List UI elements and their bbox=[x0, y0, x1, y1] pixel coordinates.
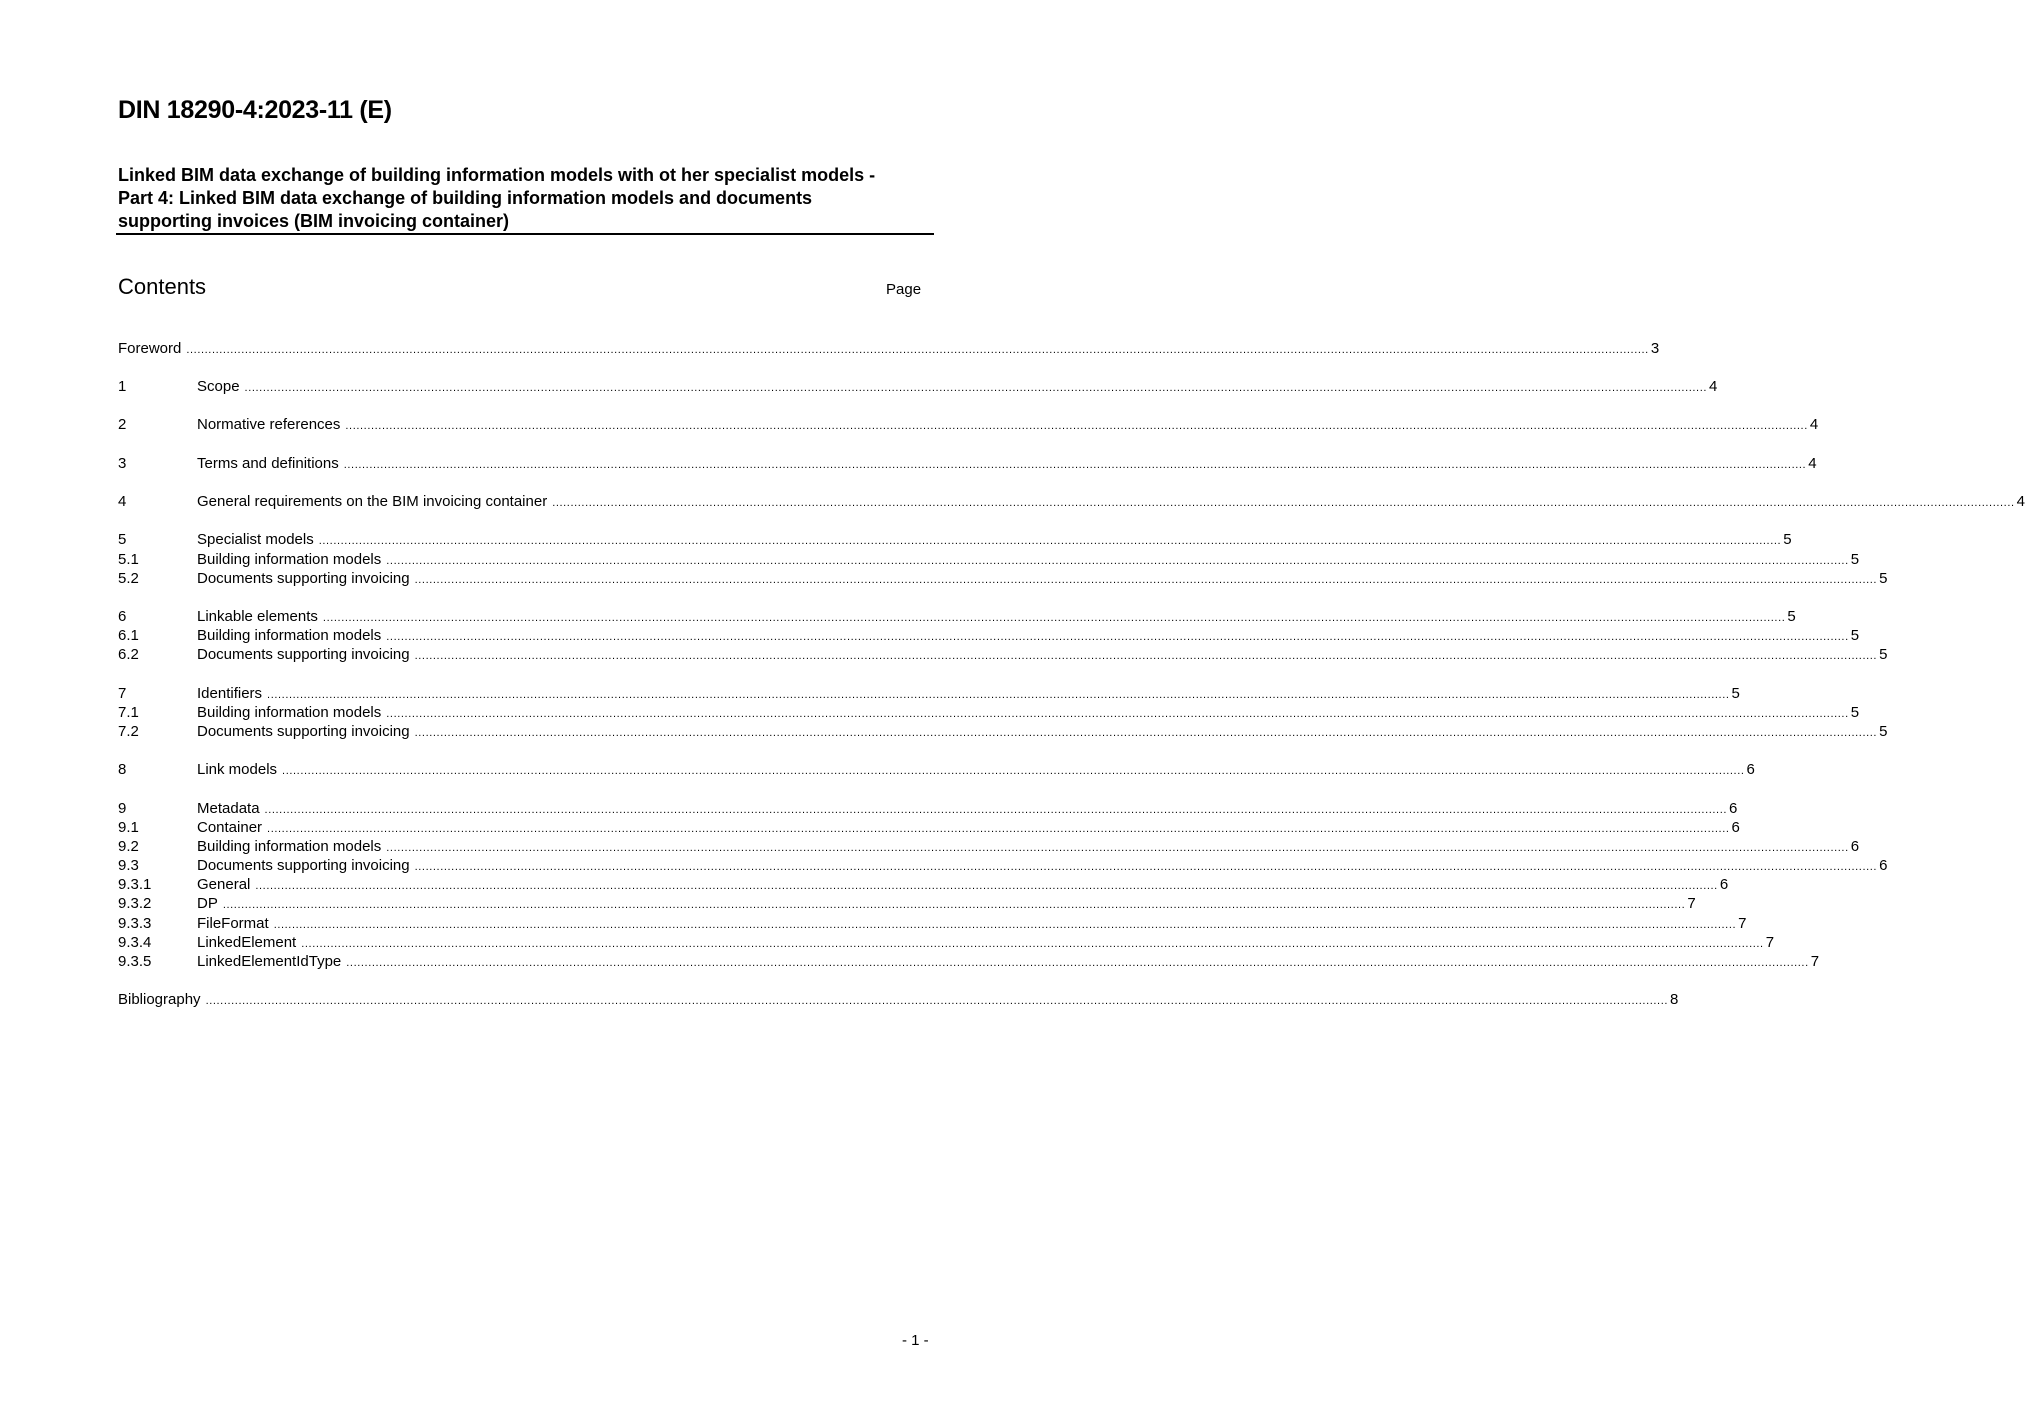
toc-dot-leader: ................................................................................................................................................................................................................................................................................................................................................................................................................ bbox=[386, 555, 1849, 567]
toc-entry-page: 7 bbox=[1765, 934, 1775, 951]
toc-dot-leader: ................................................................................................................................................................................................................................................................................................................................................................................................................ bbox=[414, 650, 1878, 662]
toc-entry[interactable] bbox=[118, 377, 1718, 396]
toc-dot-leader: ................................................................................................................................................................................................................................................................................................................................................................................................................ bbox=[244, 382, 1708, 394]
toc-entry[interactable] bbox=[118, 856, 1888, 875]
toc-entry-title: Container bbox=[197, 819, 263, 836]
toc-entry-title: Building information models bbox=[197, 704, 382, 721]
toc-entry[interactable] bbox=[118, 492, 2025, 511]
toc-entry-title: LinkedElementIdType bbox=[197, 953, 342, 970]
toc-entry-title: FileFormat bbox=[197, 915, 269, 932]
toc-entry-page: 7 bbox=[1687, 895, 1696, 912]
toc-dot-leader: ................................................................................................................................................................................................................................................................................................................................................................................................................ bbox=[322, 612, 1786, 624]
toc-entry-page: 5 bbox=[1879, 723, 1888, 740]
toc-entry-page: 6 bbox=[1850, 838, 1860, 855]
toc-entry-title: Normative references bbox=[197, 416, 341, 433]
toc-entry-title: DP bbox=[197, 895, 218, 912]
toc-entry-title: Specialist models bbox=[197, 531, 314, 548]
toc-entry[interactable] bbox=[118, 894, 1696, 913]
toc-entry-title: General bbox=[197, 876, 251, 893]
toc-entry-title: Link models bbox=[197, 761, 278, 778]
toc-entry[interactable] bbox=[118, 703, 1860, 722]
toc-entry[interactable] bbox=[118, 990, 1679, 1009]
toc-entry-page: 5 bbox=[1731, 685, 1740, 702]
toc-entry-number: 6.1 bbox=[118, 627, 139, 644]
toc-entry-page: 7 bbox=[1810, 953, 1820, 970]
toc-entry[interactable] bbox=[118, 569, 1888, 588]
toc-entry[interactable] bbox=[118, 626, 1860, 645]
toc-entry-number: 5.1 bbox=[118, 551, 139, 568]
toc-entry[interactable] bbox=[118, 875, 1729, 894]
toc-entry-title: Metadata bbox=[197, 800, 260, 817]
toc-entry-title: Documents supporting invoicing bbox=[197, 570, 410, 587]
toc-dot-leader: ................................................................................................................................................................................................................................................................................................................................................................................................................ bbox=[264, 804, 1728, 816]
toc-entry-page: 5 bbox=[1783, 531, 1792, 548]
toc-dot-leader: ................................................................................................................................................................................................................................................................................................................................................................................................................ bbox=[414, 861, 1878, 873]
toc-entry-page: 5 bbox=[1850, 627, 1860, 644]
toc-dot-leader: ................................................................................................................................................................................................................................................................................................................................................................................................................ bbox=[345, 420, 1808, 432]
toc-entry-number: 1 bbox=[118, 378, 127, 395]
toc-entry[interactable] bbox=[118, 684, 1740, 703]
toc-entry-page: 8 bbox=[1670, 991, 1679, 1008]
toc-dot-leader: ................................................................................................................................................................................................................................................................................................................................................................................................................ bbox=[273, 919, 1737, 931]
toc-entry-number: 9.2 bbox=[118, 838, 139, 855]
toc-entry-title: LinkedElement bbox=[197, 934, 297, 951]
toc-entry[interactable] bbox=[118, 760, 1755, 779]
toc-entry-number: 9 bbox=[118, 800, 127, 817]
toc-dot-leader: ................................................................................................................................................................................................................................................................................................................................................................................................................ bbox=[255, 880, 1718, 892]
toc-dot-leader: ................................................................................................................................................................................................................................................................................................................................................................................................................ bbox=[267, 689, 1730, 701]
toc-entry-number: 4 bbox=[118, 493, 127, 510]
toc-entry-title: Foreword bbox=[118, 340, 182, 357]
toc-entry-title: Identifiers bbox=[197, 685, 263, 702]
toc-dot-leader: ................................................................................................................................................................................................................................................................................................................................................................................................................ bbox=[318, 535, 1782, 547]
toc-entry-page: 6 bbox=[1719, 876, 1729, 893]
toc-entry[interactable] bbox=[118, 645, 1888, 664]
toc-entry-title: Building information models bbox=[197, 627, 382, 644]
toc-dot-leader: ................................................................................................................................................................................................................................................................................................................................................................................................................ bbox=[552, 497, 2015, 509]
toc-entry-page: 5 bbox=[1879, 646, 1888, 663]
toc-dot-leader: ................................................................................................................................................................................................................................................................................................................................................................................................................ bbox=[301, 938, 1764, 950]
toc-entry-number: 6.2 bbox=[118, 646, 139, 663]
toc-entry-number: 5 bbox=[118, 531, 127, 548]
toc-entry-title: Building information models bbox=[197, 838, 382, 855]
toc-entry-page: 4 bbox=[1808, 455, 1817, 472]
toc-entry-number: 9.3.4 bbox=[118, 934, 152, 951]
toc-entry-title: Scope bbox=[197, 378, 240, 395]
toc-entry-page: 4 bbox=[2016, 493, 2025, 510]
toc-entry[interactable] bbox=[118, 799, 1738, 818]
toc-entry-number: 9.3.2 bbox=[118, 895, 152, 912]
toc-entry-number: 5.2 bbox=[118, 570, 139, 587]
toc-entry[interactable] bbox=[118, 837, 1860, 856]
toc-entry-page: 3 bbox=[1650, 340, 1660, 357]
toc-dot-leader: ................................................................................................................................................................................................................................................................................................................................................................................................................ bbox=[282, 765, 1745, 777]
toc-dot-leader: ................................................................................................................................................................................................................................................................................................................................................................................................................ bbox=[386, 631, 1849, 643]
toc-dot-leader: ................................................................................................................................................................................................................................................................................................................................................................................................................ bbox=[346, 957, 1809, 969]
toc-entry[interactable] bbox=[118, 914, 1747, 933]
toc-entry[interactable] bbox=[118, 933, 1775, 952]
toc-dot-leader: ................................................................................................................................................................................................................................................................................................................................................................................................................ bbox=[386, 842, 1849, 854]
toc-entry[interactable] bbox=[118, 607, 1796, 626]
toc-entry-title: Building information models bbox=[197, 551, 382, 568]
toc-entry-title: Terms and definitions bbox=[197, 455, 339, 472]
toc-dot-leader: ................................................................................................................................................................................................................................................................................................................................................................................................................ bbox=[267, 823, 1730, 835]
toc-entry[interactable] bbox=[118, 818, 1740, 837]
toc-entry-number: 8 bbox=[118, 761, 127, 778]
toc-entry-number: 7.1 bbox=[118, 704, 139, 721]
toc-entry-page: 6 bbox=[1729, 800, 1738, 817]
toc-entry-title: Documents supporting invoicing bbox=[197, 857, 410, 874]
toc-entry-number: 3 bbox=[118, 455, 127, 472]
contents-heading: Contents bbox=[118, 274, 207, 299]
toc-entry[interactable] bbox=[118, 952, 1820, 971]
toc-entry-number: 7 bbox=[118, 685, 127, 702]
toc-entry-number: 9.3.5 bbox=[118, 953, 152, 970]
toc-dot-leader: ................................................................................................................................................................................................................................................................................................................................................................................................................ bbox=[205, 995, 1669, 1007]
toc-entry-page: 5 bbox=[1850, 551, 1860, 568]
toc-entry[interactable] bbox=[118, 550, 1860, 569]
toc-entry-page: 5 bbox=[1879, 570, 1888, 587]
title-underline bbox=[116, 233, 934, 235]
toc-entry[interactable] bbox=[118, 339, 1660, 358]
page-column-label: Page bbox=[886, 281, 922, 298]
toc-entry-title: Documents supporting invoicing bbox=[197, 723, 410, 740]
toc-entry-page: 6 bbox=[1731, 819, 1740, 836]
toc-entry[interactable] bbox=[118, 722, 1888, 741]
toc-entry-number: 2 bbox=[118, 416, 127, 433]
toc-entry-page: 6 bbox=[1746, 761, 1755, 778]
toc-entry-number: 7.2 bbox=[118, 723, 139, 740]
toc-entry-number: 9.3.3 bbox=[118, 915, 152, 932]
toc-entry-page: 5 bbox=[1850, 704, 1860, 721]
toc-entry-title: General requirements on the BIM invoicing container bbox=[197, 493, 548, 510]
toc-entry-title: Documents supporting invoicing bbox=[197, 646, 410, 663]
page-number: - 1 - bbox=[902, 1332, 929, 1349]
toc-entry-number: 9.1 bbox=[118, 819, 139, 836]
toc-entry-number: 9.3 bbox=[118, 857, 139, 874]
toc-dot-leader: ................................................................................................................................................................................................................................................................................................................................................................................................................ bbox=[186, 344, 1649, 356]
toc-dot-leader: ................................................................................................................................................................................................................................................................................................................................................................................................................ bbox=[222, 899, 1686, 911]
toc-entry[interactable] bbox=[118, 415, 1819, 434]
document-id: DIN 18290-4:2023-11 (E) bbox=[118, 96, 392, 124]
toc-entry-title: Linkable elements bbox=[197, 608, 318, 625]
toc-dot-leader: ................................................................................................................................................................................................................................................................................................................................................................................................................ bbox=[343, 459, 1807, 471]
toc-dot-leader: ................................................................................................................................................................................................................................................................................................................................................................................................................ bbox=[386, 708, 1849, 720]
toc-entry[interactable] bbox=[118, 454, 1817, 473]
toc-entry-page: 5 bbox=[1787, 608, 1796, 625]
toc-dot-leader: ................................................................................................................................................................................................................................................................................................................................................................................................................ bbox=[414, 574, 1878, 586]
document-title: Linked BIM data exchange of building information models with ot her specialist models - Part 4: Linked BIM data exchange of building information models and documents supporting invoices (BIM invoicing container) bbox=[118, 165, 876, 231]
toc-entry-page: 4 bbox=[1709, 378, 1718, 395]
toc-dot-leader: ................................................................................................................................................................................................................................................................................................................................................................................................................ bbox=[414, 727, 1878, 739]
toc-entry-page: 4 bbox=[1809, 416, 1819, 433]
toc-entry-page: 6 bbox=[1879, 857, 1888, 874]
toc-entry[interactable] bbox=[118, 530, 1792, 549]
toc-entry-title: Bibliography bbox=[118, 991, 201, 1008]
toc-entry-number: 6 bbox=[118, 608, 127, 625]
toc-entry-number: 9.3.1 bbox=[118, 876, 152, 893]
toc-entry-page: 7 bbox=[1738, 915, 1747, 932]
